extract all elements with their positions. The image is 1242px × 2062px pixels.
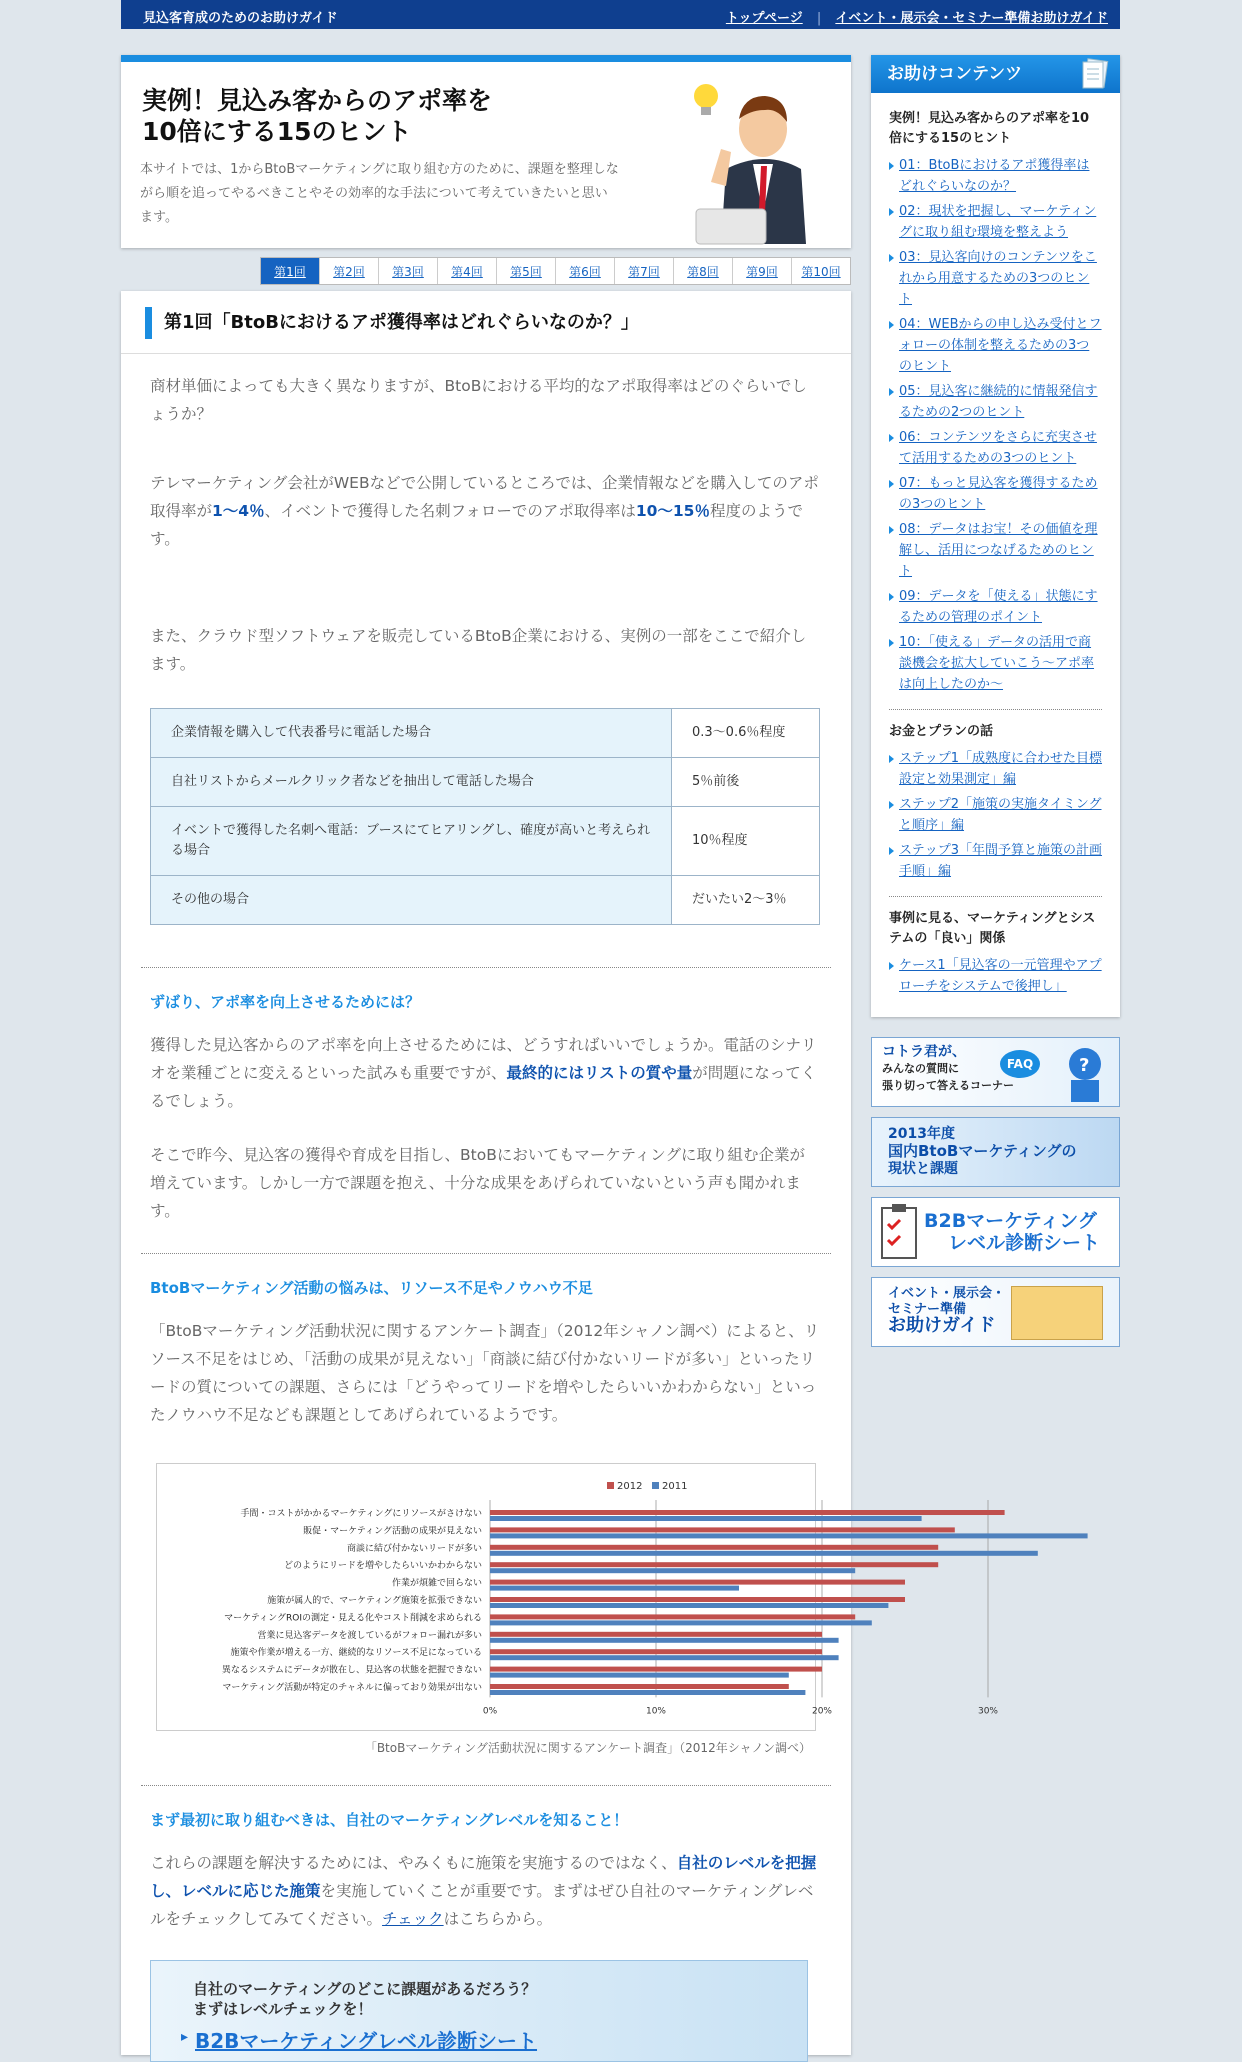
category-label: 商談に結び付かないリードが多い xyxy=(346,1543,482,1554)
episode-tabs xyxy=(260,257,851,285)
sidebar-hint-item[interactable] xyxy=(889,427,1102,469)
level-check-sheet-banner[interactable] xyxy=(871,1197,1120,1267)
level-sheet-banner-text xyxy=(924,1210,1100,1254)
tab-episode-9[interactable]: 第9回 xyxy=(733,258,792,284)
tab-episode-8[interactable]: 第8回 xyxy=(674,258,733,284)
page-title-line2: 10倍にする15のヒント xyxy=(142,117,412,146)
category-label: マーケティングROIの測定・見える化やコスト削減を求められる xyxy=(224,1613,482,1624)
category-label: 営業に見込客データを渡しているがフォロー漏れが多い xyxy=(257,1630,482,1641)
paragraph-1: 商材単価によっても大きく異なりますが、BtoBにおける平均的なアポ取得率はどのぐらいでしょうか？ xyxy=(150,377,807,423)
banner-text xyxy=(193,1979,536,2019)
survey-line-2: 国内BtoBマーケティングの xyxy=(888,1142,1077,1160)
bar xyxy=(490,1551,1038,1556)
sidebar-list-cases xyxy=(889,955,1102,997)
bar xyxy=(490,1603,888,1608)
survey-banner-text xyxy=(888,1126,1077,1178)
faq-badge: FAQ xyxy=(1000,1050,1040,1078)
help-contents-title: お助けコンテンツ xyxy=(887,64,1023,84)
paragraph-2-text-c: 程度のようです。 xyxy=(150,502,803,548)
section-heading-2: BtoBマーケティング活動の悩みは、リソース不足やノウハウ不足 xyxy=(150,1279,593,1297)
tab-episode-6[interactable]: 第6回 xyxy=(556,258,615,284)
tab-episode-1[interactable]: 第1回 xyxy=(261,258,320,284)
tab-episode-10[interactable]: 第10回 xyxy=(801,264,841,279)
top-links xyxy=(726,7,1108,26)
guide-thumbnail xyxy=(1011,1286,1103,1340)
sidebar-hint-item[interactable] xyxy=(889,586,1102,628)
paragraph-2-text-b: 、イベントで獲得した名刺フォローでのアポ取得率は xyxy=(264,502,636,520)
sidebar-budget-link[interactable]: ステップ2「施策の実施タイミングと順序」編 xyxy=(899,797,1102,833)
mascot-icon xyxy=(1051,1042,1111,1102)
paragraph-7-text-b: を実施していくことが重要です。まずはぜひ自社のマーケティングレベルをチェックしてみてください。 xyxy=(150,1882,814,1928)
level-sheet-line-2: レベル診断シート xyxy=(948,1232,1101,1254)
x-tick-label: 20% xyxy=(811,1706,833,1717)
paragraph-7-text-a: これらの課題を解決するためには、やみくもに施策を実施するのではなく、 xyxy=(150,1854,677,1872)
divider xyxy=(141,967,831,968)
sidebar-hint-link[interactable]: 07：もっと見込客を獲得するための3つのヒント xyxy=(899,476,1098,512)
paragraph-5: そこで昨今、見込客の獲得や育成を目指し、BtoBにおいてもマーケティングに取り組む企業が増えています。しかし一方で課題を抱え、十分な成果をあげられていないという声も聞かれます。 xyxy=(150,1146,805,1220)
event-guide-banner-text xyxy=(888,1286,1005,1336)
sidebar xyxy=(871,55,1120,1357)
sidebar-budget-item[interactable] xyxy=(889,840,1102,882)
sidebar-hint-link[interactable]: 03：見込客向けのコンテンツをこれから用意するための3つのヒント xyxy=(899,250,1097,307)
help-contents-box xyxy=(871,55,1120,1017)
bar xyxy=(490,1562,938,1567)
event-line-3: お助けガイド xyxy=(888,1315,996,1336)
sidebar-budget-item[interactable] xyxy=(889,748,1102,790)
hero-panel xyxy=(121,55,851,248)
faq-banner-text xyxy=(882,1044,1014,1094)
clipboard-icon xyxy=(880,1204,920,1260)
bar xyxy=(490,1580,905,1585)
tab-episode-3[interactable]: 第3回 xyxy=(379,258,438,284)
businessman-illustration xyxy=(681,74,811,244)
bar xyxy=(490,1632,822,1637)
survey-report-banner[interactable] xyxy=(871,1117,1120,1187)
top-bar xyxy=(121,0,1120,29)
category-label: どのようにリードを増やしたらいいかわからない xyxy=(283,1561,482,1572)
hero-description: 本サイトでは、1からBtoBマーケティングに取り組む方のために、課題を整理しながら順を追ってやるべきことやその効率的な手法について考えていきたいと思います。 xyxy=(140,162,619,225)
paragraph-2 xyxy=(150,469,820,553)
bar xyxy=(490,1516,922,1521)
bar xyxy=(490,1545,938,1550)
bar xyxy=(490,1690,805,1695)
svg-text:?: ? xyxy=(1079,1055,1090,1076)
table-row xyxy=(151,876,820,925)
event-line-1: イベント・展示会・ xyxy=(888,1286,1006,1301)
bar xyxy=(490,1533,1088,1538)
paragraph-7 xyxy=(150,1849,820,1933)
page-title xyxy=(142,85,562,147)
paragraph-3: また、クラウド型ソフトウェアを販売しているBtoB企業における、実例の一部をここで紹介します。 xyxy=(150,627,807,673)
table-row xyxy=(151,807,820,876)
sidebar-hint-item[interactable] xyxy=(889,314,1102,377)
paragraph-6: 「BtoBマーケティング活動状況に関するアンケート調査」（2012年シャノン調べ）によると、リソース不足をはじめ、「活動の成果が見えない」「商談に結び付かないリードが多い」といったリードの質についての課題、さらには「どうやってリードを増やしたらいいかわからない」といったノウハウ不足なども課題としてあげられているようです。 xyxy=(150,1322,820,1424)
site-title: 見込客育成のためのお助けガイド xyxy=(143,11,338,26)
faq-line-1: コトラ君が、 xyxy=(882,1044,966,1060)
category-label: 作業が煩雑で回らない xyxy=(391,1578,482,1589)
sidebar-hint-link[interactable]: 01：BtoBにおけるアポ獲得率はどれぐらいなのか？ xyxy=(899,158,1090,194)
sidebar-hint-item[interactable] xyxy=(889,201,1102,243)
bar xyxy=(490,1527,955,1532)
bar xyxy=(490,1597,905,1602)
level-check-link[interactable]: B2Bマーケティングレベル診断シート xyxy=(195,2029,538,2053)
level-sheet-line-1: B2Bマーケティング xyxy=(924,1210,1097,1232)
sidebar-hint-item[interactable] xyxy=(889,519,1102,582)
survey-chart-svg xyxy=(157,1464,999,1730)
divider xyxy=(889,709,1102,710)
category-label: 異なるシステムにデータが散在し、見込客の状態を把握できない xyxy=(221,1665,482,1676)
bar xyxy=(490,1620,872,1625)
category-label: マーケティング活動が特定のチャネルに偏っており効果が出ない xyxy=(222,1683,482,1693)
documents-icon xyxy=(1080,58,1110,90)
banner-line-2: まずはレベルチェックを！ xyxy=(193,2000,373,2018)
bar xyxy=(490,1568,855,1573)
banner-line-1: 自社のマーケティングのどこに課題があるだろう？ xyxy=(193,1980,537,1998)
legend-swatch xyxy=(607,1482,614,1489)
help-contents-header xyxy=(871,55,1120,93)
case-cell: イベントで獲得した名刺へ電話：ブースにてヒアリングし、確度が高いと考えられる場合 xyxy=(151,807,672,876)
link-separator: | xyxy=(816,11,822,26)
section-heading-1: ずばり、アポ率を向上させるためには？ xyxy=(150,993,421,1011)
rate-cell: だいたい2～3％ xyxy=(672,876,820,925)
highlight-level: 自社のレベルを把握し、レベルに応じた施策 xyxy=(150,1854,817,1900)
top-page-link[interactable]: トップページ xyxy=(725,11,803,26)
bar xyxy=(490,1684,789,1689)
table-row xyxy=(151,709,820,758)
article-title: 第1回「BtoBにおけるアポ獲得率はどれぐらいなのか？」 xyxy=(145,307,639,339)
sidebar-hint-item[interactable] xyxy=(889,381,1102,423)
survey-line-1: 2013年度 xyxy=(888,1126,955,1142)
divider xyxy=(889,896,1102,897)
help-contents-body xyxy=(871,93,1120,1017)
x-tick-label: 30% xyxy=(977,1706,999,1717)
category-label: 施策が属人的で、マーケティング施策を拡張できない xyxy=(267,1596,482,1606)
sidebar-hint-item[interactable] xyxy=(889,473,1102,515)
event-guide-link[interactable]: イベント・展示会・セミナー準備お助けガイド xyxy=(835,11,1108,26)
sidebar-section-title-cases: 事例に見る、マーケティングとシステムの「良い」関係 xyxy=(889,911,1096,946)
survey-line-3: 現状と課題 xyxy=(888,1161,958,1177)
bar xyxy=(490,1586,739,1591)
rate-cell: 10％程度 xyxy=(672,807,820,876)
sidebar-section-title-hints: 実例！見込み客からのアポ率を10倍にする15のヒント xyxy=(889,111,1090,146)
bar xyxy=(490,1673,789,1678)
page-title-line1: 実例！見込み客からのアポ率を xyxy=(142,86,493,115)
rates-table xyxy=(150,708,820,925)
category-label: 販促・マーケティング活動の成果が見えない xyxy=(303,1526,482,1537)
sidebar-list-budget xyxy=(889,748,1102,882)
sidebar-list-hints xyxy=(889,155,1102,695)
tab-episode-5[interactable]: 第5回 xyxy=(497,258,556,284)
sidebar-hint-item[interactable] xyxy=(889,155,1102,197)
sidebar-hint-link[interactable]: 06：コンテンツをさらに充実させて活用するための3つのヒント xyxy=(899,430,1097,466)
sidebar-section-title-budget: お金とプランの話 xyxy=(889,724,994,739)
sidebar-hint-item[interactable] xyxy=(889,632,1102,695)
lightbulb-icon xyxy=(694,84,718,108)
paragraph-2-text-a: テレマーケティング会社がWEBなどで公開しているところでは、企業情報などを購入してのアポ取得率が xyxy=(150,474,819,520)
x-tick-label: 0% xyxy=(482,1706,498,1717)
category-label: 施策や作業が増える一方、継続的なリソース不足になっている xyxy=(230,1648,482,1659)
bar xyxy=(490,1510,1005,1515)
bar xyxy=(490,1649,822,1654)
sidebar-budget-link[interactable]: ステップ1「成熟度に合わせた目標設定と効果測定」編 xyxy=(899,751,1103,787)
sidebar-hint-link[interactable]: 10：「使える」データの活用で商談機会を拡大していこう～アポ率は向上したのか～ xyxy=(899,635,1095,692)
tab-episode-2[interactable]: 第2回 xyxy=(320,258,379,284)
sidebar-banners xyxy=(871,1017,1120,1357)
rate-cell: 0.3～0.6％程度 xyxy=(672,709,820,758)
x-tick-label: 10% xyxy=(645,1706,667,1717)
event-guide-banner[interactable] xyxy=(871,1277,1120,1347)
rate-cell: 5％前後 xyxy=(672,758,820,807)
arrow-right-icon: ▸ xyxy=(181,2029,189,2045)
legend-label: 2011 xyxy=(662,1481,688,1492)
highlight-list-quality: 最終的にはリストの質や量 xyxy=(506,1064,693,1082)
divider xyxy=(141,1785,831,1786)
paragraph-4-text-b: が問題になってくるでしょう。 xyxy=(150,1064,817,1110)
sidebar-case-item[interactable] xyxy=(889,955,1102,997)
chart-caption: 「BtoBマーケティング活動状況に関するアンケート調査」（2012年シャノン調べ） xyxy=(364,1741,811,1755)
divider xyxy=(141,1253,831,1254)
table-row xyxy=(151,758,820,807)
faq-line-2: みんなの質問に xyxy=(882,1062,959,1075)
level-check-banner[interactable] xyxy=(150,1960,808,2062)
sidebar-hint-link[interactable]: 02：現状を把握し、マーケティングに取り組む環境を整えよう xyxy=(899,204,1097,240)
bar xyxy=(490,1614,855,1619)
sidebar-budget-link[interactable]: ステップ3「年間予算と施策の計画手順」編 xyxy=(899,843,1103,879)
event-line-2: セミナー準備 xyxy=(888,1302,967,1317)
case-cell: 自社リストからメールクリック者などを抽出して電話した場合 xyxy=(151,758,672,807)
tab-episode-4[interactable]: 第4回 xyxy=(438,258,497,284)
bar xyxy=(490,1655,839,1660)
sidebar-hint-item[interactable] xyxy=(889,247,1102,310)
bar xyxy=(490,1667,822,1672)
highlight-rate-1: 1～4％ xyxy=(212,502,265,520)
bar xyxy=(490,1638,839,1643)
case-cell: その他の場合 xyxy=(151,876,672,925)
survey-chart xyxy=(156,1463,999,1731)
sidebar-hint-link[interactable]: 09：データを「使える」状態にするための管理のポイント xyxy=(899,589,1098,625)
legend-label: 2012 xyxy=(617,1481,643,1492)
highlight-rate-2: 10～15％ xyxy=(635,502,710,520)
divider xyxy=(121,353,851,354)
sidebar-hint-link[interactable]: 08：データはお宝！その価値を理解し、活用につなげるためのヒント xyxy=(899,522,1098,579)
check-link[interactable]: チェック xyxy=(382,1910,444,1928)
faq-line-3: 張り切って答えるコーナー xyxy=(882,1079,1014,1092)
paragraph-4 xyxy=(150,1031,820,1115)
paragraph-7-text-c: はこちらから。 xyxy=(443,1910,553,1928)
legend-swatch xyxy=(652,1482,659,1489)
paragraph-4-text-a: 獲得した見込客からのアポ率を向上させるためには、どうすればいいでしょうか。電話のシナリオを業種ごとに変えるといった試みも重要ですが、 xyxy=(150,1036,817,1082)
case-cell: 企業情報を購入して代表番号に電話した場合 xyxy=(151,709,672,758)
sidebar-budget-item[interactable] xyxy=(889,794,1102,836)
faq-banner[interactable] xyxy=(871,1037,1120,1107)
tab-episode-7[interactable]: 第7回 xyxy=(615,258,674,284)
category-label: 手間・コストがかかるマーケティングにリソースがさけない xyxy=(240,1509,482,1519)
sidebar-hint-link[interactable]: 05：見込客に継続的に情報発信するための2つのヒント xyxy=(899,384,1098,420)
section-heading-3: まず最初に取り組むべきは、自社のマーケティングレベルを知ること！ xyxy=(150,1811,629,1829)
sidebar-hint-link[interactable]: 04：WEBからの申し込み受付とフォローの体制を整えるための3つのヒント xyxy=(899,317,1102,374)
sidebar-case-link[interactable]: ケース1「見込客の一元管理やアプローチをシステムで後押し」 xyxy=(899,958,1102,994)
